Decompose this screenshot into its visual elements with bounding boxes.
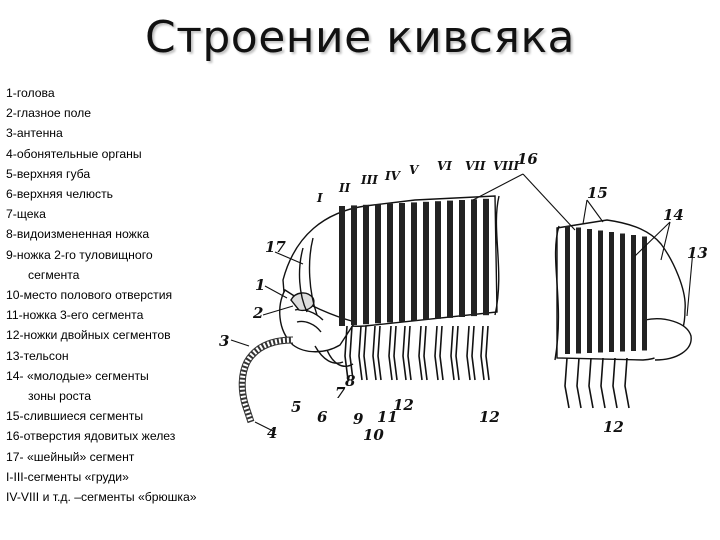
numeral-III: III [361,173,378,187]
label-6: 6 [317,408,328,426]
segment-stripe [483,199,489,315]
label-10: 10 [363,426,384,440]
label-8: 8 [345,372,356,390]
label-14: 14 [663,206,684,224]
segment-stripe [565,226,570,354]
leg [451,326,454,380]
slide-title: Строение кивсяка [145,12,575,63]
legend-item: I-III-сегменты «груди» [6,469,129,484]
legend-item: 1-голова [6,86,55,100]
numeral-I: I [317,191,323,205]
segment-stripe [631,235,636,351]
leg [435,326,438,380]
legend-item: 12-ножки двойных сегментов [6,328,171,343]
segment-stripe [576,228,581,354]
leg [389,326,392,380]
leg [394,326,397,380]
numeral-V: V [409,163,419,177]
numeral-VIII: VIII [493,159,520,173]
leg [601,358,605,408]
leg [589,358,593,408]
label-7: 7 [335,384,346,402]
legend-item: 15-слившиеся сегменты [6,409,144,424]
label-2: 2 [253,304,264,322]
segment-stripe [471,199,477,316]
label-12b: 12 [479,408,500,426]
label-13: 13 [687,244,708,262]
segment-stripe [411,202,417,320]
leg [440,326,443,380]
leg [359,326,362,380]
label-12a: 12 [393,396,414,414]
label-9: 9 [353,410,364,428]
leg [419,326,422,380]
segment-stripe [609,232,614,352]
legend-item: IV-VIII и т.д. –сегменты «брюшка» [6,490,197,505]
segment-stripe [459,200,465,317]
legend-item: 8-видоизмененная ножка [6,227,150,242]
numeral-VI: VI [437,159,452,173]
segment-stripe [363,205,369,324]
segment-stripe [339,206,345,326]
label-16: 16 [517,150,538,168]
leg [364,326,367,380]
legend-item: 5-верхняя губа [6,166,91,181]
legs-front [345,326,489,380]
label-3: 3 [219,332,230,350]
numeral-VII: VII [465,159,486,173]
label-17: 17 [265,238,286,256]
leg [481,326,484,380]
segment-stripe [399,203,405,322]
label-4: 4 [267,424,278,440]
legend-item: 11-ножка 3-его сегмента [6,308,144,323]
segment-stripe [375,204,381,323]
leg [577,358,581,408]
legend-item: 17- «шейный» сегмент [6,449,135,464]
legend-item: 3-антенна [6,126,63,141]
leg [378,326,381,380]
legend-item: 10-место полового отверстия [6,288,173,303]
leg [613,358,617,408]
segment-stripe [351,205,357,325]
leg [373,326,376,380]
leg [625,358,629,408]
label-15: 15 [587,184,608,202]
leg [456,326,459,380]
segment-stripe [387,204,393,323]
legend-item: 14- «молодые» сегменты [6,368,149,383]
legend-item: 2-глазное поле [6,106,92,121]
segment-stripe [435,201,441,319]
antenna [242,340,293,422]
legend-item: 13-тельсон [6,348,69,363]
leg [424,326,427,380]
legend-item: сегмента [28,267,80,282]
leg [403,326,406,380]
legend-item: 9-ножка 2-го туловищного [6,247,153,262]
legend-item: зоны роста [28,389,91,404]
segment-stripe [447,201,453,318]
legend-item: 6-верхняя челюсть [6,187,114,202]
segment-stripe [587,229,592,353]
segment-stripe [642,237,647,351]
leg [565,358,569,408]
label-12c: 12 [603,418,624,436]
label-5: 5 [291,398,302,416]
leg [408,326,411,380]
segment-stripe [598,231,603,353]
label-1: 1 [255,276,266,294]
legend-item: 7-щека [6,207,46,222]
leg [486,326,489,380]
leg [472,326,475,380]
legend-item: 4-обонятельные органы [6,146,142,161]
numeral-IV: IV [385,169,400,183]
segment-stripe [620,234,625,352]
label-11: 11 [377,408,398,426]
legs-rear [565,358,629,408]
leg [467,326,470,380]
numeral-II: II [339,181,351,195]
millipede-diagram [215,140,720,440]
legend-list [6,83,238,507]
legend-item: 16-отверстия ядовитых желез [6,429,176,444]
segment-stripe [423,202,429,320]
